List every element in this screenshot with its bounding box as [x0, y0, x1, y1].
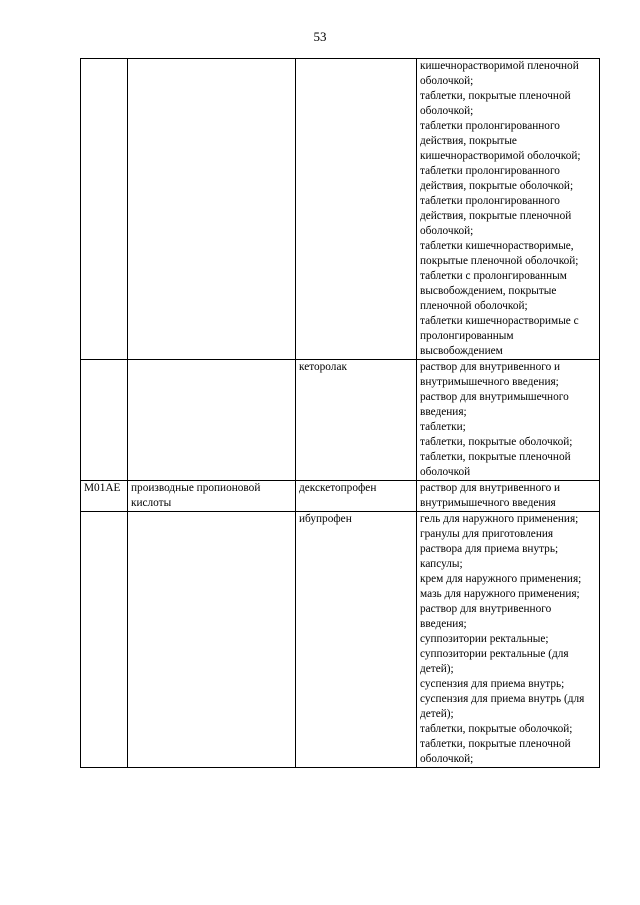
table-row	[81, 512, 600, 768]
dosage-form-item: мазь для наружного применения;	[420, 588, 580, 600]
drug-name-cell	[296, 59, 417, 360]
dosage-form-item: таблетки кишечнорастворимые, покрытые пленочной оболочкой;	[420, 240, 579, 267]
dosage-form-item: раствор для внутримышечного введения;	[420, 391, 569, 418]
atc-code-cell: M01AE	[81, 481, 128, 512]
dosage-form-item: гранулы для приготовления раствора для приема внутрь;	[420, 528, 559, 555]
dosage-form-item: раствор для внутривенного и внутримышечного введения;	[420, 361, 561, 388]
dosage-form-item: таблетки, покрытые пленочной оболочкой;	[420, 90, 571, 117]
dosage-form-item: таблетки;	[420, 421, 466, 433]
dosage-form-item: таблетки пролонгированного действия, покрытые пленочной оболочкой;	[420, 195, 572, 237]
dosage-form-item: капсулы;	[420, 558, 463, 570]
atc-code-cell	[81, 360, 128, 481]
dosage-form-item: кишечнорастворимой пленочной оболочкой;	[420, 60, 579, 87]
dosage-form-item: гель для наружного применения;	[420, 513, 579, 525]
dosage-forms-cell	[417, 360, 600, 481]
group-name-cell	[128, 360, 296, 481]
table-row	[81, 59, 600, 360]
table-row	[81, 481, 600, 512]
dosage-forms-cell	[417, 59, 600, 360]
dosage-form-item: таблетки, покрытые оболочкой;	[420, 436, 573, 448]
dosage-form-item: суппозитории ректальные;	[420, 633, 549, 645]
drug-name-cell: кеторолак	[296, 360, 417, 481]
dosage-form-item: таблетки, покрытые пленочной оболочкой;	[420, 738, 571, 765]
group-name-cell	[128, 512, 296, 768]
dosage-form-item: крем для наружного применения;	[420, 573, 582, 585]
atc-code-cell	[81, 512, 128, 768]
atc-code-cell	[81, 59, 128, 360]
table-row	[81, 360, 600, 481]
dosage-form-item: суппозитории ректальные (для детей);	[420, 648, 569, 675]
dosage-form-item: таблетки пролонгированного действия, покрытые оболочкой;	[420, 165, 574, 192]
dosage-form-item: раствор для внутривенного введения;	[420, 603, 552, 630]
drug-name-cell: декскетопрофен	[296, 481, 417, 512]
dosage-forms-cell	[417, 481, 600, 512]
drug-name-cell: ибупрофен	[296, 512, 417, 768]
dosage-form-item: таблетки, покрытые пленочной оболочкой	[420, 451, 571, 478]
dosage-form-item: суспензия для приема внутрь;	[420, 678, 565, 690]
dosage-form-item: таблетки кишечнорастворимые с пролонгированным высвобождением	[420, 315, 579, 357]
page-number: 53	[313, 29, 327, 44]
dosage-form-item: таблетки, покрытые оболочкой;	[420, 723, 573, 735]
group-name-cell	[128, 59, 296, 360]
dosage-form-item: суспензия для приема внутрь (для детей);	[420, 693, 585, 720]
dosage-form-item: таблетки пролонгированного действия, покрытые кишечнорастворимой оболочкой;	[420, 120, 581, 162]
table-body	[81, 59, 600, 768]
dosage-form-item: таблетки с пролонгированным высвобождением, покрытые пленочной оболочкой;	[420, 270, 567, 312]
group-name-cell: производные пропионовой кислоты	[128, 481, 296, 512]
drug-table	[80, 58, 600, 768]
dosage-forms-cell	[417, 512, 600, 768]
dosage-form-item: раствор для внутривенного и внутримышечного введения	[420, 482, 561, 509]
